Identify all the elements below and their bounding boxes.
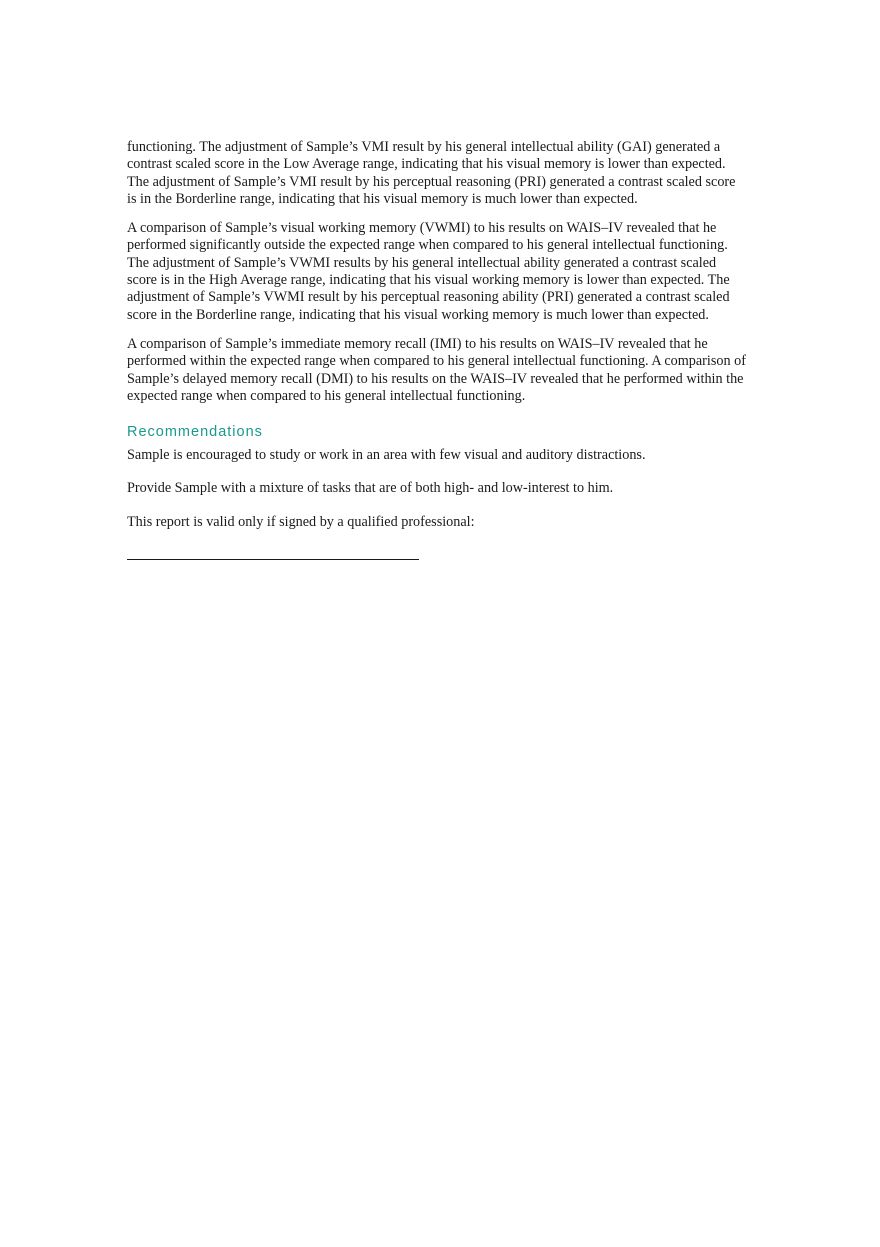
recommendations-heading: Recommendations xyxy=(127,424,263,441)
validity-note: This report is valid only if signed by a qualified professional: xyxy=(127,513,475,530)
signature-line xyxy=(127,559,419,560)
paragraph-vmi-adjustment: functioning. The adjustment of Sample’s VMI result by his general intellectual ability (GAI) generated a contrast scaled score in the Low Average range, indicating that his visual memory is lower than expected. The adjustment of Sample’s VMI result by his perceptual reasoning (PRI) generated a contrast scaled score is in the Borderline range, indicating that his visual memory is much lower than expected. xyxy=(127,139,736,207)
paragraph-imi-dmi-comparison: A comparison of Sample’s immediate memory recall (IMI) to his results on WAIS–IV revealed that he performed within the expected range when compared to his general intellectual functioning. A comparison of Sample’s delayed memory recall (DMI) to his results on the WAIS–IV revealed that he performed within the expected range when compared to his general intellectual functioning. xyxy=(127,335,746,404)
report-body xyxy=(127,139,747,560)
recommendation-item: Provide Sample with a mixture of tasks that are of both high- and low-interest to him. xyxy=(127,480,614,497)
recommendation-item: Sample is encouraged to study or work in an area with few visual and auditory distractions. xyxy=(127,447,646,464)
paragraph-vwmi-comparison: A comparison of Sample’s visual working memory (VWMI) to his results on WAIS–IV revealed that he performed significantly outside the expected range when compared to his general intellectual functioning. The adjustment of Sample’s VWMI results by his general intellectual ability generated a contrast scaled score is in the High Average range, indicating that his visual working memory is lower than expected. The adjustment of Sample’s VWMI result by his perceptual reasoning ability (PRI) generated a contrast scaled score in the Borderline range, indicating that his visual working memory is much lower than expected. xyxy=(127,220,730,323)
